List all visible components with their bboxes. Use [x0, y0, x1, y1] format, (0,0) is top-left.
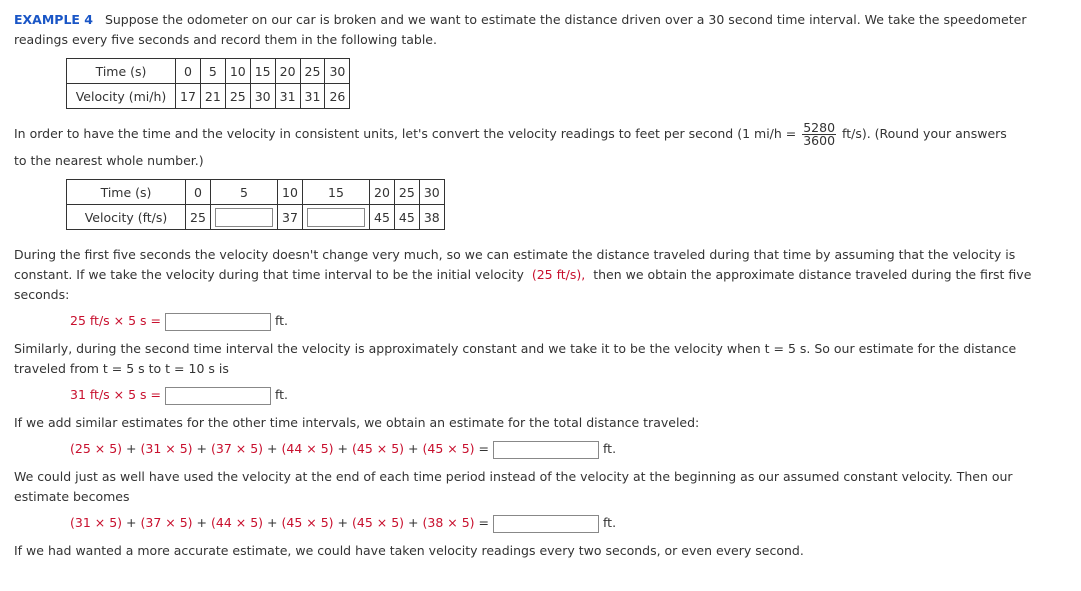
table2-time-cell: 0	[186, 180, 211, 205]
table2-time-cell: 30	[419, 180, 444, 205]
table1-velocity-label: Velocity (mi/h)	[67, 84, 176, 109]
table1-time-row	[67, 59, 350, 84]
table1-velocity-cell: 17	[176, 84, 201, 109]
eq3-plus: +	[408, 441, 419, 456]
speedometer-table-fts	[66, 179, 445, 230]
para5: If we had wanted a more accurate estimate, we could have taken velocity readings every two seconds, or even every second.	[14, 543, 804, 558]
eq1-answer-input[interactable]	[165, 313, 271, 331]
eq2-expression: 31 ft/s × 5 s =	[70, 387, 161, 402]
table2-time-cell: 20	[370, 180, 395, 205]
eq4-term: (45 × 5)	[352, 515, 405, 530]
equation-2	[70, 385, 288, 405]
table2-time-row	[67, 180, 445, 205]
para4-line-1: We could just as well have used the velocity at the end of each time period instead of the velocity at the beginning as our assumed constant velocity. Then our	[14, 469, 1013, 484]
table1-time-cell: 30	[325, 59, 350, 84]
table1-velocity-row	[67, 84, 350, 109]
table2-time-label: Time (s)	[67, 180, 186, 205]
para3: If we add similar estimates for the other time intervals, we obtain an estimate for the total distance traveled:	[14, 415, 700, 430]
conversion-text-before: In order to have the time and the velocity in consistent units, let's convert the velocity readings to feet per second (1 mi/h =	[14, 126, 797, 141]
speedometer-table-mih	[66, 58, 350, 109]
para4-line-2: estimate becomes	[14, 489, 130, 504]
eq4-plus: +	[126, 515, 137, 530]
eq2-unit: ft.	[274, 387, 289, 402]
intro-line-2: readings every five seconds and record them in the following table.	[14, 32, 437, 47]
table1-velocity-cell: 25	[225, 84, 250, 109]
eq3-unit: ft.	[602, 441, 617, 456]
eq4-plus: +	[267, 515, 278, 530]
table1-time-label: Time (s)	[67, 59, 176, 84]
para2-line-2: traveled from t = 5 s to t = 10 s is	[14, 361, 229, 376]
para1-text-b: then we obtain the approximate distance traveled during the first five	[593, 267, 1032, 282]
para1-line-1: During the first five seconds the velocity doesn't change very much, so we can estimate the distance traveled during that time by assuming that the velocity is	[14, 247, 1016, 262]
table1-time-cell: 15	[250, 59, 275, 84]
eq4-term: (45 × 5)	[281, 515, 334, 530]
eq3-term: (45 × 5)	[422, 441, 475, 456]
para1-line-2	[14, 265, 1031, 285]
para2-line-1: Similarly, during the second time interval the velocity is approximately constant and we take it to be the velocity when t = 5 s. So our estimate for the distance	[14, 341, 1017, 356]
table1-time-cell: 0	[176, 59, 201, 84]
table2-velocity-cell: 45	[370, 205, 395, 230]
table2-velocity-cell-5s	[211, 205, 278, 230]
eq1-expression: 25 ft/s × 5 s =	[70, 313, 161, 328]
table2-velocity-cell: 38	[419, 205, 444, 230]
table1-velocity-cell: 31	[275, 84, 300, 109]
conversion-fraction	[802, 122, 836, 147]
intro-line-1	[14, 10, 1026, 30]
eq3-term: (44 × 5)	[281, 441, 334, 456]
fraction-denominator: 3600	[803, 133, 836, 148]
initial-velocity-value: (25 ft/s),	[531, 267, 586, 282]
eq4-plus: +	[196, 515, 208, 530]
conversion-line	[14, 120, 1007, 148]
para1-line-3: seconds:	[14, 287, 70, 302]
table1-velocity-cell: 26	[325, 84, 350, 109]
eq4-term: (44 × 5)	[211, 515, 264, 530]
table2-velocity-cell: 45	[394, 205, 419, 230]
eq3-plus: +	[126, 441, 137, 456]
eq3-term: (25 × 5)	[70, 441, 123, 456]
example-label: EXAMPLE 4	[14, 12, 94, 27]
velocity-15s-input[interactable]	[307, 208, 365, 227]
table1-velocity-cell: 31	[300, 84, 325, 109]
table1-time-cell: 25	[300, 59, 325, 84]
table2-velocity-cell: 25	[186, 205, 211, 230]
eq4-unit: ft.	[602, 515, 617, 530]
eq3-answer-input[interactable]	[493, 441, 599, 459]
eq2-answer-input[interactable]	[165, 387, 271, 405]
eq3-term: (37 × 5)	[211, 441, 264, 456]
eq4-plus: +	[408, 515, 419, 530]
eq4-answer-input[interactable]	[493, 515, 599, 533]
eq4-plus: +	[337, 515, 349, 530]
table2-velocity-cell-15s	[303, 205, 370, 230]
para1-text-a: constant. If we take the velocity during that time interval to be the initial velocity	[14, 267, 524, 282]
equation-3	[70, 439, 616, 459]
eq3-term: (31 × 5)	[140, 441, 193, 456]
eq3-equals: =	[478, 441, 490, 456]
table2-velocity-cell: 37	[278, 205, 303, 230]
table2-time-cell: 5	[211, 180, 278, 205]
table1-velocity-cell: 21	[200, 84, 225, 109]
eq4-term: (37 × 5)	[140, 515, 193, 530]
table1-velocity-cell: 30	[250, 84, 275, 109]
table2-time-cell: 10	[278, 180, 303, 205]
table1-time-cell: 20	[275, 59, 300, 84]
table1-time-cell: 10	[225, 59, 250, 84]
equation-1	[70, 311, 288, 331]
velocity-5s-input[interactable]	[215, 208, 273, 227]
eq4-equals: =	[478, 515, 490, 530]
fraction-numerator: 5280	[803, 120, 836, 135]
eq3-plus: +	[337, 441, 349, 456]
eq1-unit: ft.	[274, 313, 289, 328]
eq4-term: (38 × 5)	[422, 515, 475, 530]
table2-velocity-label: Velocity (ft/s)	[67, 205, 186, 230]
table2-time-cell: 15	[303, 180, 370, 205]
eq4-term: (31 × 5)	[70, 515, 123, 530]
eq3-term: (45 × 5)	[352, 441, 405, 456]
table2-time-cell: 25	[394, 180, 419, 205]
intro-text-1: Suppose the odometer on our car is broken and we want to estimate the distance driven over a 30 second time interval. We take the speedometer	[104, 12, 1027, 27]
table2-velocity-row	[67, 205, 445, 230]
conversion-text-after: ft/s). (Round your answers	[842, 126, 1007, 141]
equation-4	[70, 513, 616, 533]
table1-time-cell: 5	[200, 59, 225, 84]
eq3-plus: +	[267, 441, 278, 456]
conversion-line-2: to the nearest whole number.)	[14, 153, 204, 168]
eq3-plus: +	[196, 441, 208, 456]
